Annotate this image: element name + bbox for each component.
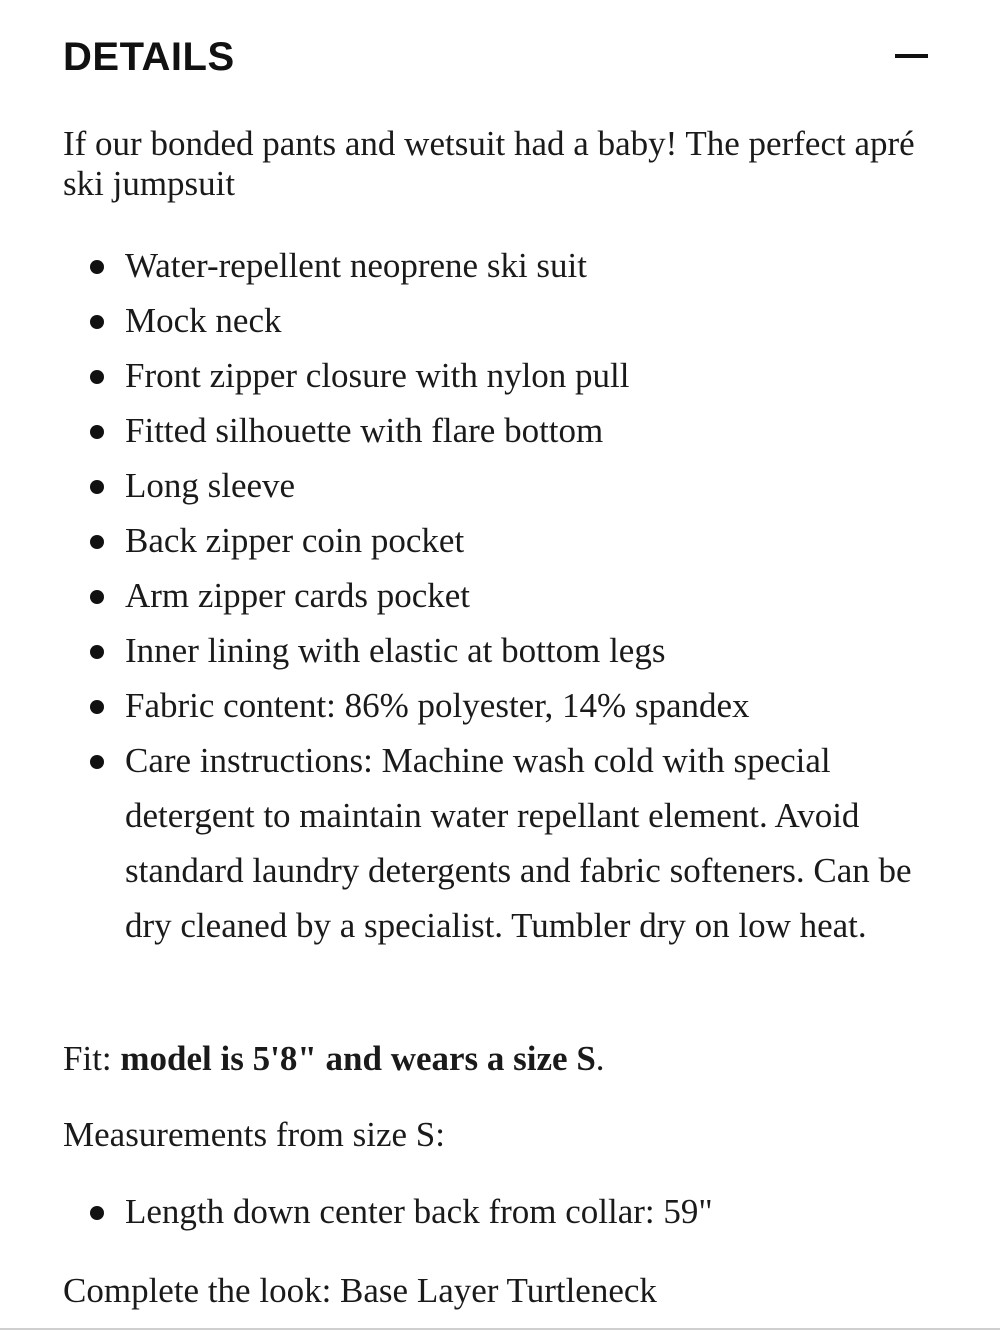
bullet-icon	[90, 645, 104, 659]
complete-the-look: Complete the look: Base Layer Turtleneck	[63, 1271, 657, 1310]
list-item	[63, 293, 943, 348]
list-item	[63, 403, 943, 458]
fit-info	[63, 1036, 943, 1082]
bullet-icon	[90, 260, 104, 274]
list-item	[63, 1184, 943, 1239]
feature-text: Long sleeve	[125, 466, 296, 505]
details-header[interactable]	[63, 30, 935, 86]
list-item	[63, 568, 943, 623]
bullet-icon	[90, 535, 104, 549]
details-title: DETAILS	[63, 35, 235, 79]
measurement-text: Length down center back from collar: 59"	[125, 1192, 713, 1231]
fit-period: .	[595, 1039, 605, 1078]
list-item	[63, 458, 943, 513]
fit-value: model is 5'8" and wears a size S	[120, 1039, 596, 1078]
feature-text: Mock neck	[125, 301, 282, 340]
feature-text: Fabric content: 86% polyester, 14% spandex	[125, 686, 750, 725]
list-item	[63, 238, 943, 293]
product-description: If our bonded pants and wetsuit had a baby! The perfect apré ski jumpsuit	[63, 124, 915, 203]
feature-text: Water-repellent neoprene ski suit	[125, 246, 587, 285]
fit-label: Fit:	[63, 1039, 121, 1078]
bullet-icon	[90, 755, 104, 769]
collapse-button[interactable]	[893, 38, 935, 74]
feature-list	[63, 238, 943, 953]
list-item	[63, 513, 943, 568]
feature-text: Inner lining with elastic at bottom legs	[125, 631, 666, 670]
minus-icon	[895, 54, 928, 58]
measurement-list	[63, 1184, 943, 1239]
feature-text: Front zipper closure with nylon pull	[125, 356, 630, 395]
measurements-label: Measurements from size S:	[63, 1115, 445, 1154]
feature-text: Arm zipper cards pocket	[125, 576, 470, 615]
bullet-icon	[90, 370, 104, 384]
bullet-icon	[90, 1206, 104, 1220]
list-item	[63, 733, 943, 953]
bullet-icon	[90, 700, 104, 714]
care-instructions-text: Care instructions: Machine wash cold with special detergent to maintain water repellant element. Avoid standard laundry detergents and fabric softeners. Can be dry cleaned by a specialist. Tumbler dry on low heat.	[125, 741, 912, 945]
feature-text: Back zipper coin pocket	[125, 521, 465, 560]
bullet-icon	[90, 315, 104, 329]
list-item	[63, 678, 943, 733]
list-item	[63, 623, 943, 678]
list-item	[63, 348, 943, 403]
bullet-icon	[90, 425, 104, 439]
bullet-icon	[90, 590, 104, 604]
bullet-icon	[90, 480, 104, 494]
feature-text: Fitted silhouette with flare bottom	[125, 411, 604, 450]
